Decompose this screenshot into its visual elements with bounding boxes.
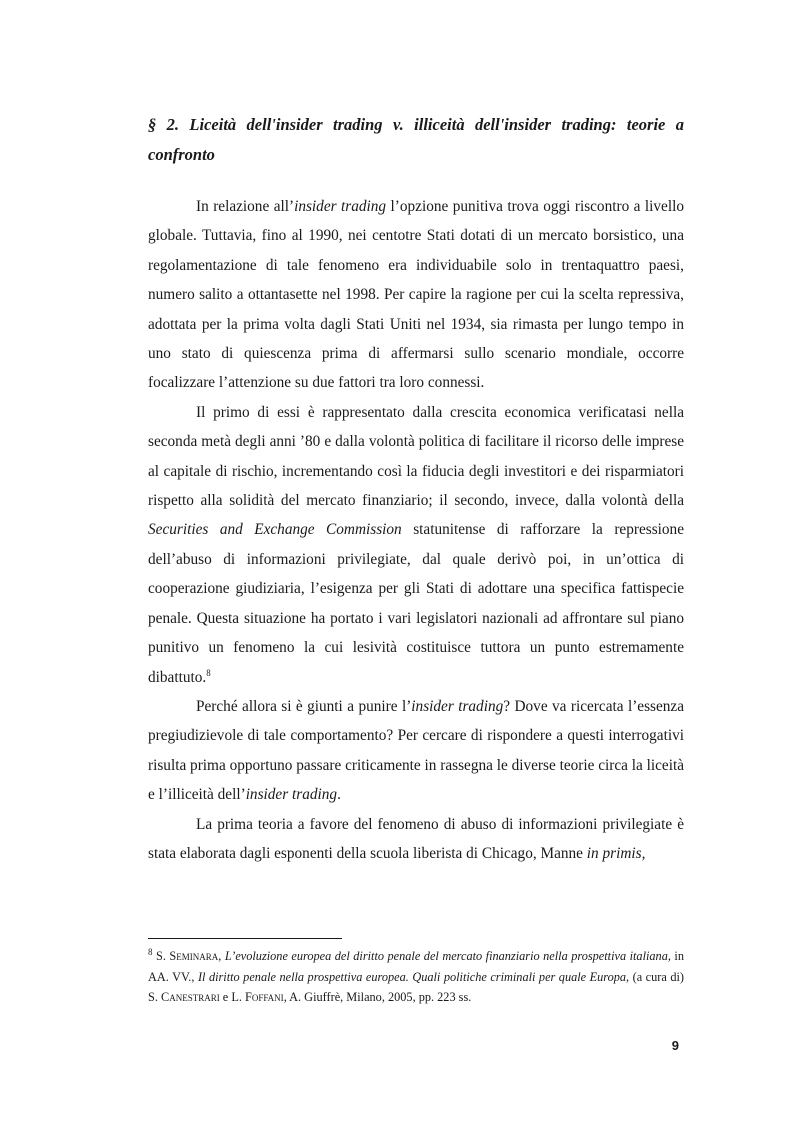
paragraph-1: In relazione all’insider trading l’opzione punitiva trova oggi riscontro a livello globale. Tuttavia, fino al 1990, nei centotre Stati dotati di un mercato borsistico, una regolamentazione di tale fenomeno era individuabile solo in trentaquattro paesi, numero salito a ottantasette nel 1998. Per capire la ragione per cui la scelta repressiva, adottata per la prima volta dagli Stati Uniti nel 1934, sia rimasta per lungo tempo in uno stato di quiescenza prima di affermarsi sullo scenario mondiale, occorre focalizzare l’attenzione su due fattori tra loro connessi. <box>148 198 684 392</box>
footnote-separator <box>148 938 342 939</box>
footnote-number: 8 <box>148 946 153 957</box>
footnote-reference: 8 <box>206 667 211 678</box>
italic-term: insider trading <box>294 198 387 215</box>
work-title: Il diritto penale nella prospettiva europea. Quali politiche criminali per quale Europa, <box>197 969 630 984</box>
italic-term: insider trading <box>411 697 504 715</box>
work-title: L’evoluzione europea del diritto penale del mercato finanziario nella prospettiva italiana, <box>224 949 671 963</box>
italic-term: insider trading <box>245 786 338 804</box>
body-text <box>148 192 684 868</box>
author-name: Seminara <box>169 949 219 963</box>
footnote <box>148 946 684 1008</box>
author-name: Canestrari <box>161 990 220 1004</box>
page-number: 9 <box>671 1038 679 1053</box>
footnote-8: $^8$ S. Seminara, L’evoluzione europea del diritto penale del mercato finanziario nella prospettiva italiana, in AA. VV., Il diritto penale nella prospettiva europea. Quali politiche criminali per quale Europa, (a cura di) S. Canestrari e L. Foffani, A. Giuffrè, Milano, 2005, pp. 223 ss. <box>148 946 685 1004</box>
section-heading: § 2. Liceità dell'insider trading v. illiceità dell'insider trading: teorie a confronto <box>148 115 684 164</box>
paragraph-4: La prima teoria a favore del fenomeno di abuso di informazioni privilegiate è stata elaborata dagli esponenti della scuola liberista di Chicago, Manne in primis, <box>148 815 684 862</box>
paragraph-3: Perché allora si è giunti a punire l’insider trading? Dove va ricercata l’essenza pregiudizievole di tale comportamento? Per cercare di rispondere a questi interrogativi risulta prima opportuno passare criticamente in rassegna le diverse teorie circa la liceità e l’illiceità dell’insider trading. <box>148 697 685 804</box>
italic-term: Securities and Exchange Commission <box>148 521 402 539</box>
italic-term: in primis, <box>586 844 646 862</box>
author-name: Foffani <box>245 990 284 1004</box>
paragraph-2: Il primo di essi è rappresentato dalla crescita economica verificatasi nella seconda metà degli anni ’80 e dalla volontà politica di facilitare il ricorso delle imprese al capitale di rischio, incrementando così la fiducia degli investitori e dei risparmiatori rispetto alla solidità del mercato finanziario; il secondo, invece, dalla volontà della Securities and Exchange Commission statunitense di rafforzare la repressione dell’abuso di informazioni privilegiate, dal quale derivò poi, in un’ottica di cooperazione giudiziaria, l’esigenza per gli Stati di adottare una specifica fattispecie penale. Questa situazione ha portato i vari legislatori nazionali ad affrontare sul piano punitivo un fenomeno la cui lesività costituisce tuttora un punto estremamente dibattuto.$^8$ <box>148 403 684 686</box>
